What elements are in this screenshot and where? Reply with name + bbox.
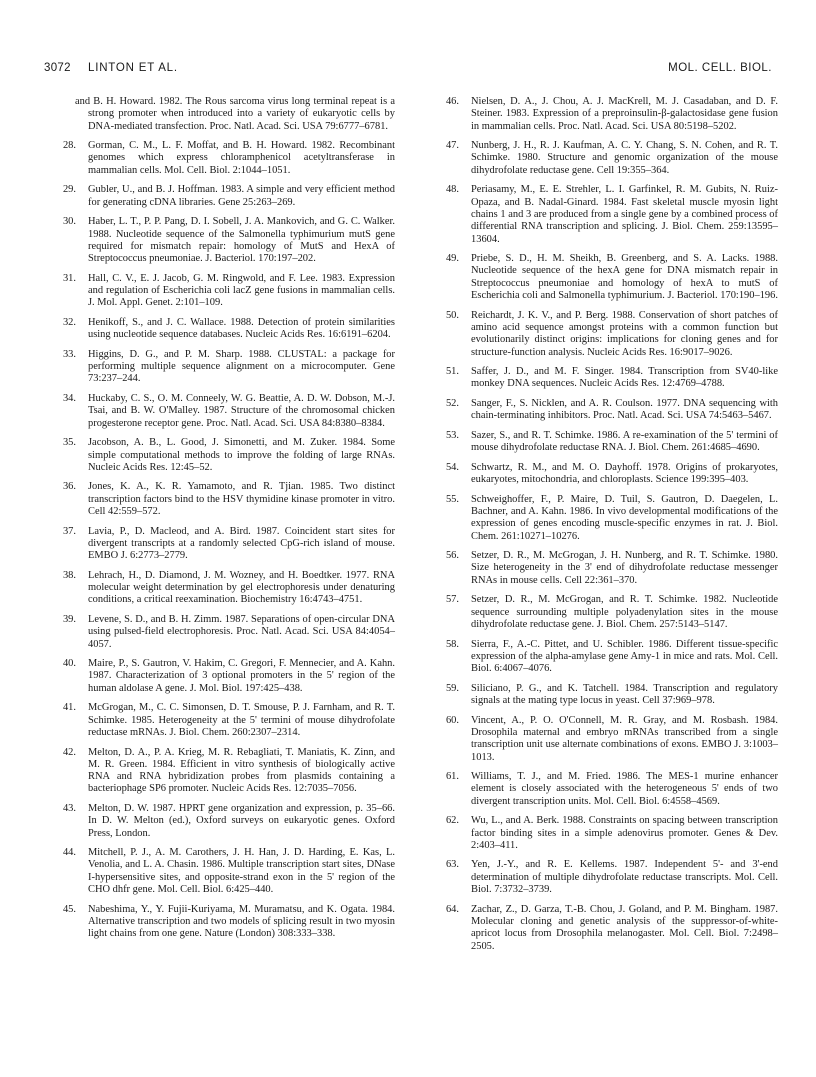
reference-entry [445,140,778,177]
reference-entry [445,366,778,391]
reference-entry [62,702,395,739]
reference-number: 48. [445,184,459,196]
reference-number: 52. [445,398,459,410]
reference-text: Jacobson, A. B., L. Good, J. Simonetti, and M. Zuker. 1984. Some simple computational methods to improve the folding of large RNAs. Nucleic Acids Res. 12:45–52. [88,437,395,473]
reference-entry [445,638,778,676]
reference-entry [62,658,395,695]
reference-text: Gorman, C. M., L. F. Moffat, and B. H. Howard. 1982. Recombinant genomes which express chloramphenicol acetyltransferase in mammalian cells. Mol. Cell. Biol. 2:1044–1051. [88,140,395,176]
reference-text: Setzer, D. R., M. McGrogan, J. H. Nunberg, and R. T. Schimke. 1980. Size heterogeneity in the 3' end of dihydrofolate reductase messenger RNAs in mouse cells. Cell 22:361–370. [471,550,778,586]
reference-number: 30. [62,216,76,228]
reference-text: Priebe, S. D., H. M. Sheikh, B. Greenberg, and S. A. Lacks. 1988. Nucleotide sequence of the hexA gene for DNA mismatch repair in Streptococcus pneumoniae and homology of hexA to mutS of Escherichia coli and Salmonella typhimurium. J. Bacteriol. 170:190–196. [471,253,778,302]
reference-entry [445,859,778,896]
reference-entry [62,746,395,796]
reference-entry [445,682,778,708]
reference-number: 40. [62,658,76,670]
reference-number: 49. [445,253,459,265]
reference-text: Levene, S. D., and B. H. Zimm. 1987. Separations of open-circular DNA using pulsed-field electrophoresis. Proc. Natl. Acad. Sci. USA 84:4054–4057. [88,613,395,650]
reference-entry [62,316,395,342]
reference-entry [445,253,778,302]
reference-text: Sazer, S., and R. T. Schimke. 1986. A re-examination of the 5' termini of mouse dihydrofolate reductase RNA. J. Biol. Chem. 261:4685–4690. [471,429,778,454]
reference-text: Lehrach, H., D. Diamond, J. M. Wozney, and H. Boedtker. 1977. RNA molecular weight determination by gel electrophoresis under denaturing conditions, a critical reexamination. Biochemistry 16:4743–4751. [88,569,395,606]
reference-number: 54. [445,461,459,473]
references-left-column [62,96,395,948]
reference-entry [445,309,778,359]
reference-text: Wu, L., and A. Berk. 1988. Constraints on spacing between transcription factor binding sites in a simple adenovirus promoter. Genes & Dev. 2:403–411. [471,815,778,851]
reference-number: 46. [445,96,459,107]
reference-entry [62,613,395,651]
reference-text: Yen, J.-Y., and R. E. Kellems. 1987. Independent 5'- and 3'-end determination of multiple dihydrofolate reductase transcripts. Mol. Cell. Biol. 7:3732–3739. [471,859,778,896]
reference-number: 57. [445,594,459,606]
reference-number: 53. [445,429,459,441]
reference-text: Mitchell, P. J., A. M. Carothers, J. H. Han, J. D. Harding, E. Kas, L. Venolia, and L. A. Chasin. 1986. Multiple transcription start sites, DNase I-hypersensitive sites, and opposite-strand exon in the 5' region of the CHO dhfr gene. Mol. Cell. Biol. 6:425–440. [88,847,395,896]
reference-text: Haber, L. T., P. P. Pang, D. I. Sobell, J. A. Mankovich, and G. C. Walker. 1988. Nucleotide sequence of the Salmonella typhimurium mutS gene required for mismatch repair: homology of MutS and HexA of Streptococcus pneumoniae. J. Bacteriol. 170:197–202. [88,216,395,265]
reference-number: 43. [62,803,76,814]
reference-text: McGrogan, M., C. C. Simonsen, D. T. Smouse, P. J. Farnham, and R. T. Schimke. 1985. Heterogeneity at the 5' termini of mouse dihydrofolate reductase mRNAs. J. Biol. Chem. 260:2307–2314. [88,702,395,738]
reference-number: 44. [62,847,76,859]
reference-text: and B. H. Howard. 1982. The Rous sarcoma virus long terminal repeat is a strong promoter when introduced into a variety of eukaryotic cells by DNA-mediated transfection. Proc. Natl. Acad. Sci. USA 79:6777–6781. [75,96,395,132]
reference-entry [62,903,395,941]
reference-text: Vincent, A., P. O. O'Connell, M. R. Gray, and M. Rosbash. 1984. Drosophila maternal and embryo mRNAs transcribed from a single transcription unit use alternate combinations of exons. EMBO J. 3:1003–1013. [471,714,778,763]
references-right-column [445,96,778,960]
reference-number: 58. [445,638,459,650]
reference-text: Huckaby, C. S., O. M. Conneely, W. G. Beattie, A. D. W. Dobson, M.-J. Tsai, and B. W. O'Malley. 1987. Structure of the chromosomal chicken progesterone receptor gene. Proc. Natl. Acad. Sci. USA 84:8380–8384. [88,393,395,429]
reference-text: Nabeshima, Y., Y. Fujii-Kuriyama, M. Muramatsu, and K. Ogata. 1984. Alternative transcription and two models of splicing result in two myosin light chains from one gene. Nature (London) 308:333–338. [88,903,395,940]
reference-text: Zachar, Z., D. Garza, T.-B. Chou, J. Goland, and P. M. Bingham. 1987. Molecular cloning and genetic analysis of the suppressor-of-white-apricot locus from Drosophila melanogaster. Mol. Cell. Biol. 7:2498–2505. [471,903,778,952]
reference-entry [445,594,778,631]
reference-entry [445,461,778,487]
reference-number: 47. [445,140,459,152]
reference-number: 59. [445,682,459,694]
reference-text: Nielsen, D. A., J. Chou, A. J. MacKrell, M. J. Casadaban, and D. F. Steiner. 1983. Expression of a preproinsulin-β-galactosidase gene fusion in mammalian cells. Proc. Natl. Acad. Sci. USA 80:5198–5202. [471,96,778,132]
reference-text: Saffer, J. D., and M. F. Singer. 1984. Transcription from SV40-like monkey DNA sequences. Nucleic Acids Res. 12:4769–4788. [471,366,778,390]
reference-number: 61. [445,771,459,783]
reference-entry [445,493,778,543]
reference-entry [62,140,395,177]
reference-entry [445,429,778,455]
reference-number: 32. [62,316,76,328]
reference-number: 45. [62,903,76,915]
reference-text: Melton, D. W. 1987. HPRT gene organization and expression, p. 35–66. In D. W. Melton (ed.), Oxford surveys on eukaryotic genes. Oxford Press, London. [88,803,395,839]
reference-text: Higgins, D. G., and P. M. Sharp. 1988. CLUSTAL: a package for performing multiple sequence alignment on a microcomputer. Gene 73:237–244. [88,348,395,385]
reference-number: 36. [62,481,76,493]
reference-text: Williams, T. J., and M. Fried. 1986. The MES-1 murine enhancer element is closely associated with the heterogeneous 5' ends of two divergent transcription units. Mol. Cell. Biol. 6:4558–4569. [471,771,778,807]
reference-number: 51. [445,366,459,378]
reference-number: 34. [62,393,76,405]
reference-entry [445,96,778,133]
reference-entry [62,481,395,518]
reference-text: Henikoff, S., and J. C. Wallace. 1988. Detection of protein similarities using nucleotide sequence databases. Nucleic Acids Res. 16:6191–6204. [88,316,395,341]
reference-number: 63. [445,859,459,871]
reference-text: Jones, K. A., K. R. Yamamoto, and R. Tjian. 1985. Two distinct transcription factors bind to the HSV thymidine kinase promoter in vitro. Cell 42:559–572. [88,481,395,517]
reference-number: 56. [445,550,459,562]
reference-entry [62,847,395,896]
journal-name: MOL. CELL. BIOL. [668,62,772,74]
page-number: 3072 [44,62,71,74]
reference-text: Periasamy, M., E. E. Strehler, L. I. Garfinkel, R. M. Gubits, N. Ruiz-Opaza, and B. Nadal-Ginard. 1984. Fast skeletal muscle myosin light chains 1 and 3 are produced from a single gene by a combined process of differential RNA transcription and splicing. J. Biol. Chem. 259:13595–13604. [471,184,778,245]
reference-entry [445,903,778,953]
running-header [44,62,772,78]
reference-entry [62,184,395,209]
reference-entry [62,216,395,265]
reference-entry [445,815,778,852]
reference-text: Sierra, F., A.-C. Pittet, and U. Schibler. 1986. Different tissue-specific expression of the alpha-amylase gene Amy-1 in mice and rats. Mol. Cell. Biol. 6:4067–4076. [471,638,778,675]
reference-entry [445,398,778,423]
reference-number: 37. [62,525,76,537]
reference-number: 62. [445,815,459,827]
reference-number: 50. [445,309,459,321]
reference-entry [62,272,395,310]
reference-number: 35. [62,437,76,449]
reference-text: Maire, P., S. Gautron, V. Hakim, C. Gregori, F. Mennecier, and A. Kahn. 1987. Characterization of 3 optional promoters in the 5' region of the human aldolase A gene. J. Mol. Biol. 197:425–438. [88,658,395,694]
reference-entry [445,771,778,808]
reference-entry [445,184,778,245]
reference-number: 28. [62,140,76,152]
reference-number: 29. [62,184,76,196]
reference-number: 55. [445,493,459,505]
running-authors: LINTON ET AL. [88,62,178,74]
reference-entry [445,714,778,764]
reference-number: 41. [62,702,76,714]
reference-number: 42. [62,746,76,758]
reference-number: 64. [445,903,459,915]
reference-text: Reichardt, J. K. V., and P. Berg. 1988. Conservation of short patches of amino acid sequence amongst proteins with a common function but evolutionarily distinct origins: implications for cloning genes and for structure-function analysis. Nucleic Acids Res. 16:9017–9026. [471,309,778,358]
reference-entry [62,569,395,607]
reference-entry [62,393,395,430]
reference-entry [62,437,395,474]
reference-text: Lavia, P., D. Macleod, and A. Bird. 1987. Coincident start sites for divergent transcripts at a randomly selected CpG-rich island of mouse. EMBO J. 6:2773–2779. [88,525,395,562]
reference-number: 33. [62,348,76,360]
reference-entry [75,96,395,133]
reference-text: Schweighoffer, F., P. Maire, D. Tuil, S. Gautron, D. Daegelen, L. Bachner, and A. Kahn. 1986. In vivo developmental modifications of the expression of genes encoding muscle-specific enzymes in rat. J. Biol. Chem. 261:10271–10276. [471,493,778,542]
reference-entry [62,525,395,563]
reference-entry [62,803,395,840]
reference-number: 39. [62,613,76,625]
reference-number: 38. [62,569,76,581]
reference-text: Sanger, F., S. Nicklen, and A. R. Coulson. 1977. DNA sequencing with chain-terminating inhibitors. Proc. Natl. Acad. Sci. USA 74:5463–5467. [471,398,778,422]
reference-number: 31. [62,272,76,284]
reference-text: Schwartz, R. M., and M. O. Dayhoff. 1978. Origins of prokaryotes, eukaryotes, mitochondria, and chloroplasts. Science 199:395–403. [471,461,778,486]
reference-text: Hall, C. V., E. J. Jacob, G. M. Ringwold, and F. Lee. 1983. Expression and regulation of Escherichia coli lacZ gene fusions in mammalian cells. J. Mol. Appl. Genet. 2:101–109. [88,272,395,309]
reference-number: 60. [445,714,459,726]
reference-text: Siliciano, P. G., and K. Tatchell. 1984. Transcription and regulatory signals at the mating type locus in yeast. Cell 37:969–978. [471,682,778,707]
reference-entry [62,348,395,386]
reference-entry [445,550,778,587]
reference-text: Melton, D. A., P. A. Krieg, M. R. Rebagliati, T. Maniatis, K. Zinn, and M. R. Green. 1984. Efficient in vitro synthesis of biologically active RNA and RNA hybridization probes from plasmids containing a bacteriophage SP6 promoter. Nucleic Acids Res. 12:7035–7056. [88,746,395,795]
reference-text: Gubler, U., and B. J. Hoffman. 1983. A simple and very efficient method for generating cDNA libraries. Gene 25:263–269. [88,184,395,208]
reference-text: Setzer, D. R., M. McGrogan, and R. T. Schimke. 1982. Nucleotide sequence surrounding multiple polyadenylation sites in the mouse dihydrofolate reductase gene. J. Biol. Chem. 257:5143–5147. [471,594,778,630]
reference-text: Nunberg, J. H., R. J. Kaufman, A. C. Y. Chang, S. N. Cohen, and R. T. Schimke. 1980. Structure and genomic organization of the mouse dihydrofolate reductase gene. Cell 19:355–364. [471,140,778,176]
